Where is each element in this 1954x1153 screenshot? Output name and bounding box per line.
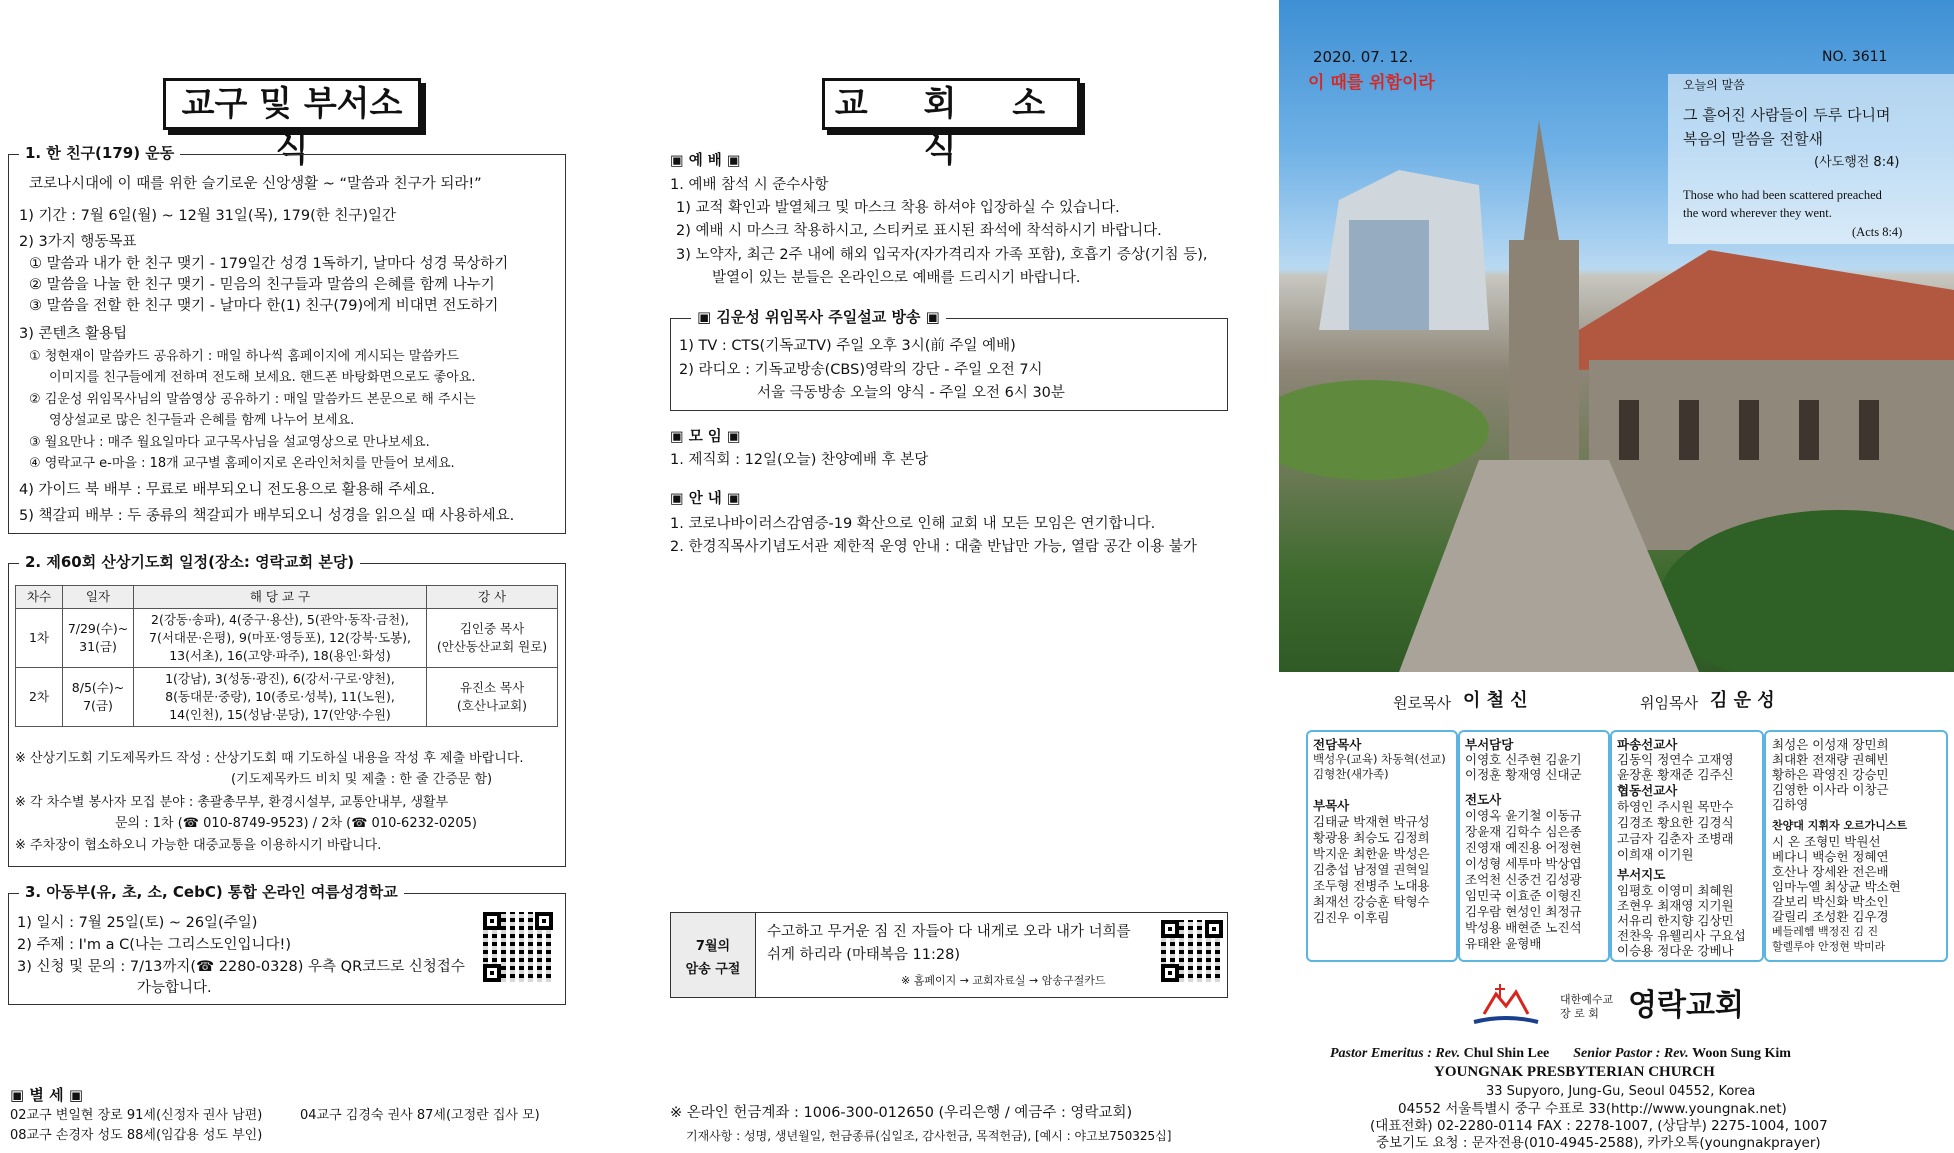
section-title: 3. 아동부(유, 초, 소, CebC) 통합 온라인 여름성경학교 <box>19 881 404 902</box>
staff-line: 김충섭 남정열 권혁일 <box>1313 862 1430 877</box>
staff-line: 베다니 백승헌 정혜연 <box>1772 849 1889 864</box>
speaker-cell <box>427 668 558 727</box>
intro-text: 코로나시대에 이 때를 위한 슬기로운 신앙생활 ~ “말씀과 친구가 되라!” <box>29 176 482 192</box>
parish-cell <box>134 668 427 727</box>
worship-sub: 1. 예배 참석 시 준수사항 <box>670 177 829 193</box>
note-text: 문의 : 1차 (☎ 010-8749-9523) / 2차 (☎ 010-6232-0205) <box>115 816 477 831</box>
staff-line: 갈보리 박신화 박소인 <box>1772 894 1889 909</box>
staff-line: 조현우 최재영 지기원 <box>1617 898 1734 913</box>
staff-line: 박성용 배현준 노진석 <box>1465 920 1582 935</box>
broadcast-title: ▣ 김운성 위임목사 주일설교 방송 ▣ <box>691 306 946 327</box>
round-cell: 2차 <box>16 668 63 727</box>
staff-line: 전담목사 <box>1313 737 1362 752</box>
staff-line: 고금자 김춘자 조병래 <box>1617 831 1734 846</box>
speaker-cell <box>427 609 558 668</box>
today-word-label: 오늘의 말씀 <box>1683 78 1745 92</box>
staff-line: 베들레헴 백정진 김 진 <box>1772 925 1879 938</box>
farewell-line: 02교구 변일현 장로 91세(신정자 권사 남편) <box>10 1108 263 1123</box>
church-denomination: 장 로 회 <box>1560 1007 1599 1020</box>
date-line: 7/29(수)~ <box>67 621 129 636</box>
staff-line: 윤장훈 황재준 김주신 <box>1617 767 1734 782</box>
staff-line: 하영인 주시원 목만수 <box>1617 799 1734 814</box>
staff-line: 김경조 황요한 김경식 <box>1617 815 1734 830</box>
staff-box-choir <box>1764 730 1948 962</box>
staff-line: 파송선교사 <box>1617 737 1678 752</box>
broadcast-line: 2) 라디오 : 기독교방송(CBS)영락의 강단 - 주일 오전 7시 <box>679 362 1043 378</box>
senior-pastor-label: 위임목사 <box>1640 694 1698 712</box>
staff-line: 김우람 현성인 최정규 <box>1465 904 1582 919</box>
verse-label-line: 7월의 <box>695 939 731 954</box>
pastor-emeritus-label: 원로목사 <box>1393 694 1451 712</box>
staff-box-evangelists <box>1458 730 1610 962</box>
staff-line: 황광용 최승도 김정희 <box>1313 830 1430 845</box>
address-english: 33 Supyoro, Jung-Gu, Seoul 04552, Korea <box>1486 1084 1756 1099</box>
table-row <box>16 609 558 668</box>
guide-text: 4) 가이드 북 배부 : 무료로 배부되오니 전도용으로 활용해 주세요. <box>19 482 436 498</box>
staff-line: 이승용 정다운 강베나 <box>1617 943 1734 958</box>
section-one-friend-campaign <box>8 144 566 534</box>
meeting-line: 1. 제직회 : 12일(오늘) 찬양예배 후 본당 <box>670 452 929 468</box>
schedule-table <box>15 585 558 727</box>
parish-line: 1(강남), 3(성동·광진), 6(강서·구로·양천), <box>165 671 395 686</box>
verse-text: 수고하고 무거운 짐 진 자들아 다 내게로 오라 내가 너희를 <box>767 924 1131 940</box>
content-item: 이미지를 친구들에게 전하며 전도해 보세요. 핸드폰 바탕화면으로도 좋아요. <box>49 370 476 385</box>
notice-line: 1. 코로나바이러스감염증-19 확산으로 인해 교회 내 모든 모임은 연기합니다. <box>670 516 1156 532</box>
table-row <box>16 668 558 727</box>
goal-item: ② 말씀을 나눌 한 친구 맺기 - 믿음의 친구들과 말씀의 은혜를 함께 나누기 <box>29 277 495 293</box>
staff-line: 갈릴리 조성환 김우경 <box>1772 909 1889 924</box>
offering-account: ※ 온라인 헌금계좌 : 1006-300-012650 (우리은행 / 예금주 : 영락교회) <box>670 1105 1133 1121</box>
staff-line: 이희재 이기원 <box>1617 847 1694 862</box>
content-item: ④ 영락교구 e-마을 : 18개 교구별 홈페이지로 온라인처치를 만들어 보세요. <box>29 456 455 471</box>
vbs-line: 1) 일시 : 7월 25일(토) ~ 26일(주일) <box>17 915 258 931</box>
content-item: ② 김운성 위임목사님의 말씀영상 공유하기 : 매일 말씀카드 본문으로 해 주시는 <box>29 392 476 407</box>
parish-cell <box>134 609 427 668</box>
senior-pastor-en-name: Woon Sung Kim <box>1692 1046 1791 1061</box>
content-item: 영상설교로 많은 친구들과 은혜를 함께 나누어 보세요. <box>49 413 355 428</box>
period-text: 1) 기간 : 7월 6일(월) ~ 12월 31일(목), 179(한 친구)일간 <box>19 208 397 224</box>
staff-line: 김형찬(새가족) <box>1313 767 1389 781</box>
staff-line: 시 온 조형민 박원선 <box>1772 834 1881 849</box>
vbs-line: 3) 신청 및 문의 : 7/13까지(☎ 2280-0328) 우측 QR코드로 신청접수 <box>17 959 465 975</box>
staff-line: 임민국 이효준 이형진 <box>1465 888 1582 903</box>
staff-line: 임평호 이영미 최혜원 <box>1617 883 1734 898</box>
date-line: 31(금) <box>79 639 117 654</box>
senior-pastor-name: 김 운 성 <box>1710 690 1775 711</box>
header-cell: 강 사 <box>427 586 558 609</box>
church-denomination: 대한예수교 <box>1560 993 1614 1006</box>
note-text: ※ 주차장이 협소하오니 가능한 대중교통을 이용하시기 바랍니다. <box>15 838 382 853</box>
verse-english: the word wherever they went. <box>1683 206 1832 220</box>
verse-path: ※ 홈페이지 → 교회자료실 → 암송구절카드 <box>901 974 1106 987</box>
church-name-english: YOUNGNAK PRESBYTERIAN CHURCH <box>1434 1064 1715 1080</box>
note-text: ※ 각 차수별 봉사자 모집 분야 : 총괄총무부, 환경시설부, 교통안내부, 생활부 <box>15 795 449 810</box>
goal-item: ③ 말씀을 전할 한 친구 맺기 - 날마다 한(1) 친구(79)에게 비대면 전도하기 <box>29 298 499 314</box>
broadcast-line: 서울 극동방송 오늘의 양식 - 주일 오전 6시 30분 <box>757 385 1065 401</box>
worship-line: 1) 교적 확인과 발열체크 및 마스크 착용 하셔야 입장하실 수 있습니다. <box>676 200 1120 216</box>
header-cell: 일자 <box>63 586 134 609</box>
offering-instructions: 기재사항 : 성명, 생년월일, 헌금종류(십일조, 감사헌금, 목적헌금), [예시 : 야고보750325십] <box>686 1129 1172 1143</box>
verse-korean: 그 흩어진 사람들이 두루 다니며 <box>1683 106 1891 124</box>
parish-line: 7(서대문·은평), 9(마포·영등포), 12(강북·도봉), <box>149 630 411 645</box>
staff-line: 조억천 신중건 김성광 <box>1465 872 1582 887</box>
prayer-request: 중보기도 요청 : 문자전용(010-4945-2588), 카카오톡(youngnakprayer) <box>1376 1135 1821 1151</box>
staff-line: 이정훈 황재영 신대군 <box>1465 767 1582 782</box>
address-korean: 04552 서울특별시 중구 수표로 33(http://www.youngnak.net) <box>1398 1101 1787 1117</box>
memory-verse-label <box>671 913 756 997</box>
staff-line: 진영재 예진용 어정현 <box>1465 840 1582 855</box>
bulletin-date: 2020. 07. 12. <box>1313 48 1414 66</box>
staff-line: 이영옥 윤기철 이동규 <box>1465 808 1582 823</box>
bulletin-theme: 이 때를 위함이라 <box>1308 73 1435 93</box>
worship-line: 3) 노약자, 최근 2주 내에 해외 입국자(자가격리자 가족 포함), 호흡기 증상(기침 등), <box>676 247 1208 263</box>
staff-line: 김영한 이사라 이창근 <box>1772 782 1889 797</box>
staff-line: 장윤재 김학수 심은종 <box>1465 824 1582 839</box>
parish-line: 8(동대문·중랑), 10(종로·성북), 11(노원), <box>165 689 395 704</box>
speaker-line: 김인중 목사 <box>459 621 525 636</box>
staff-line: 협동선교사 <box>1617 783 1678 798</box>
farewell-line: 08교구 손경자 성도 88세(임갑용 성도 부인) <box>10 1128 263 1143</box>
staff-line: 최재선 강승훈 탁형수 <box>1313 894 1430 909</box>
date-line: 8/5(수)~ <box>71 680 125 695</box>
church-logo <box>1470 980 1542 1032</box>
staff-line: 전도사 <box>1465 792 1502 807</box>
notice-header: ▣ 안 내 ▣ <box>670 491 741 507</box>
section-title: 2. 제60회 산상기도회 일정(장소: 영락교회 본당) <box>19 551 360 572</box>
worship-line: 발열이 있는 분들은 온라인으로 예배를 드리시기 바랍니다. <box>712 270 1081 286</box>
verse-qr-code[interactable] <box>1161 920 1223 982</box>
speaker-line: 유진소 목사 <box>459 680 525 695</box>
staff-line: 호산나 장세완 전은배 <box>1772 864 1889 879</box>
bookmark-text: 5) 책갈피 배부 : 두 종류의 책갈피가 배부되오니 성경을 읽으실 때 사용하세요. <box>19 508 515 524</box>
table-header-row <box>16 586 558 609</box>
contents-title: 3) 콘텐츠 활용팁 <box>19 326 128 342</box>
parish-line: 14(인천), 15(성남·분당), 17(안양·수원) <box>169 707 391 722</box>
header-cell: 차수 <box>16 586 63 609</box>
staff-line: 황하은 곽영진 강승민 <box>1772 767 1889 782</box>
broadcast-line: 1) TV : CTS(기독교TV) 주일 오후 3시(前 주일 예배) <box>679 338 1016 354</box>
date-line: 7(금) <box>83 698 113 713</box>
staff-line: 전찬욱 유웰리사 구요섭 <box>1617 928 1746 943</box>
pastors-english <box>1330 1045 1791 1063</box>
memory-verse-box <box>670 912 1228 998</box>
verse-korean-ref: (사도행전 8:4) <box>1814 155 1900 170</box>
staff-box-missionaries <box>1610 730 1764 962</box>
note-text: (기도제목카드 비치 및 제출 : 한 줄 간증문 함) <box>231 772 493 787</box>
staff-line: 박지운 최한윤 박성은 <box>1313 846 1430 861</box>
staff-line: 할렐루야 안정현 박미라 <box>1772 940 1886 953</box>
vbs-line: 2) 주제 : I'm a C(나는 그리스도인입니다!) <box>17 937 292 953</box>
staff-line: 최대환 전재량 권혜빈 <box>1772 752 1889 767</box>
parish-line: 2(강동·송파), 4(중구·용산), 5(관악·동작·금천), <box>151 612 409 627</box>
section-title: 1. 한 친구(179) 운동 <box>19 142 180 163</box>
round-cell: 1차 <box>16 609 63 668</box>
staff-line: 김동익 정연수 고재영 <box>1617 752 1734 767</box>
verse-label-line: 암송 구절 <box>685 962 741 977</box>
goals-title: 2) 3가지 행동목표 <box>19 234 137 250</box>
left-page-title: 교구 및 부서소식 <box>163 78 421 130</box>
bulletin-number: NO. 3611 <box>1822 49 1888 65</box>
verse-korean: 복음의 말씀을 전할새 <box>1683 130 1823 148</box>
staff-line: 유태완 윤형배 <box>1465 936 1542 951</box>
staff-line: 부목사 <box>1313 798 1350 813</box>
phone-numbers: (대표전화) 02-2280-0114 FAX : 2278-1007, (상담부) 2275-1004, 1007 <box>1370 1118 1828 1134</box>
section-prayer-schedule <box>8 553 566 867</box>
content-item: ① 청현재이 말씀카드 공유하기 : 매일 하나씩 홈페이지에 게시되는 말씀카드 <box>29 349 459 364</box>
header-cell: 해 당 교 구 <box>134 586 427 609</box>
farewell-title: ▣ 별 세 ▣ <box>10 1086 83 1104</box>
verse-english-ref: (Acts 8:4) <box>1852 225 1903 239</box>
worship-line: 2) 예배 시 마스크 착용하시고, 스티커로 표시된 좌석에 착석하시기 바랍니다. <box>676 223 1162 239</box>
staff-line: 부서담당 <box>1465 737 1514 752</box>
church-logo-icon <box>1470 980 1542 1032</box>
staff-line: 김진우 이후림 <box>1313 910 1390 925</box>
note-text: ※ 산상기도회 기도제목카드 작성 : 산상기도회 때 기도하실 내용을 작성 후 제출 바랍니다. <box>15 751 524 766</box>
vbs-line: 가능합니다. <box>137 980 212 996</box>
parish-line: 13(서초), 16(고양·파주), 18(용인·화성) <box>169 648 391 663</box>
staff-line: 조두형 전병주 노대용 <box>1313 878 1430 893</box>
church-name: 영락교회 <box>1628 988 1744 1023</box>
verse-text: 쉬게 하리라 (마태복음 11:28) <box>767 947 960 963</box>
notice-line: 2. 한경직목사기념도서관 제한적 운영 안내 : 대출 반납만 가능, 열람 공간 이용 불가 <box>670 539 1197 555</box>
broadcast-box <box>670 308 1228 411</box>
staff-line: 임마누엘 최상균 박소현 <box>1772 879 1901 894</box>
senior-pastor-en-label: Senior Pastor : Rev. <box>1573 1046 1693 1061</box>
date-cell <box>63 609 134 668</box>
pastor-emeritus-en-label: Pastor Emeritus : Rev. <box>1330 1046 1464 1061</box>
staff-line: 백성우(교육) 차동혁(선교) <box>1313 752 1446 766</box>
vbs-qr-code[interactable] <box>483 912 553 982</box>
staff-line: 김하영 <box>1772 797 1809 812</box>
staff-line: 최성은 이성재 장민희 <box>1772 737 1889 752</box>
staff-line: 부서지도 <box>1617 867 1666 882</box>
staff-line: 김태균 박재현 박규성 <box>1313 814 1430 829</box>
verse-english: Those who had been scattered preached <box>1683 188 1882 202</box>
speaker-line: (호산나교회) <box>456 698 528 713</box>
staff-line: 서유리 한지향 김상민 <box>1617 913 1734 928</box>
farewell-line: 04교구 김경숙 권사 87세(고정란 집사 모) <box>300 1108 540 1123</box>
meeting-header: ▣ 모 임 ▣ <box>670 429 741 445</box>
date-cell <box>63 668 134 727</box>
staff-line: 이영호 신주현 김윤기 <box>1465 752 1582 767</box>
speaker-line: (안산동산교회 원로) <box>436 639 548 654</box>
worship-header: ▣ 예 배 ▣ <box>670 153 741 169</box>
staff-line: 찬양대 지휘자 오르가니스트 <box>1772 819 1908 832</box>
section-vbs <box>8 883 566 1005</box>
staff-box-pastors <box>1306 730 1458 962</box>
middle-page-title: 교 회 소 식 <box>822 78 1080 130</box>
staff-line: 이성형 세투마 박상엽 <box>1465 856 1582 871</box>
content-item: ③ 월요만나 : 매주 월요일마다 교구목사님을 설교영상으로 만나보세요. <box>29 435 430 450</box>
goal-item: ① 말씀과 내가 한 친구 맺기 - 179일간 성경 1독하기, 날마다 성경 묵상하기 <box>29 256 509 272</box>
pastor-emeritus-name: 이 철 신 <box>1463 690 1528 711</box>
pastor-emeritus-en-name: Chul Shin Lee <box>1463 1046 1550 1061</box>
